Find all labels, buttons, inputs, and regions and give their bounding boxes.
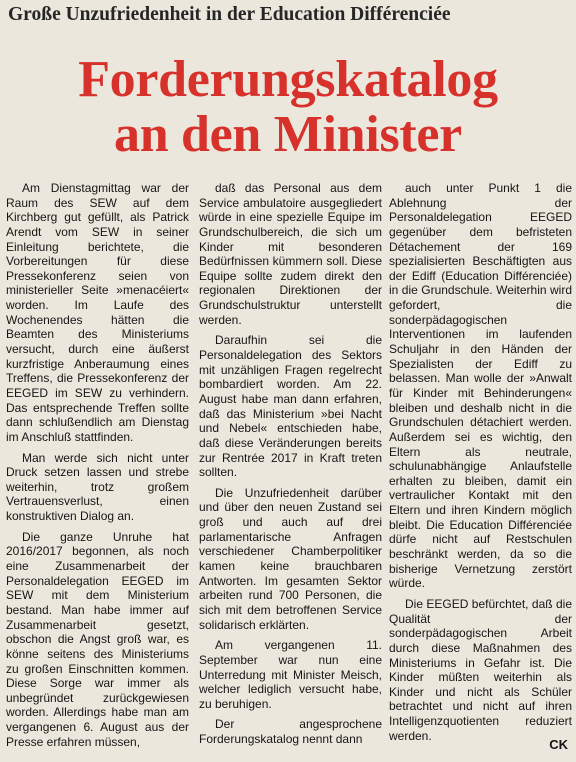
paragraph: Man werde sich nicht unter Druck setzen lassen und strebe weiterhin, trotz großem Vertrauensverlust, einen konstruktiven Dialog an. [6, 450, 189, 524]
article-column-2 [199, 181, 382, 753]
headline-line-1: Forderungskatalog [78, 51, 498, 108]
author-signature: CK [549, 737, 568, 752]
paragraph: Daraufhin sei die Personaldelegation des Sektors mit unzähligen Fragen regelrecht bombardiert worden. Am 22. August habe man dann erfahren, daß das Ministerium »bei Nacht und Nebel« entschieden habe, daß diese Veränderungen bereits zur Rentrée 2017 in Kraft treten sollten. [199, 333, 382, 480]
article-headline [0, 52, 576, 162]
article-column-1 [6, 181, 189, 755]
paragraph: Der angesprochene Forderungskatalog nennt dann [199, 717, 382, 747]
headline-line-2: an den Minister [114, 106, 462, 163]
article-column-3 [389, 181, 572, 749]
paragraph: Am Dienstagmittag war der Raum des SEW auf dem Kirchberg gut gefüllt, als Patrick Arendt vom SEW in seiner Einleitung berichtete, die Vorbereitungen für diese Pressekonferenz seien von ministerieller Seite »menacéiert« worden. Im Laufe des Wochenendes hätten die Beamten des Ministeriums versucht, durch eine äußerst kurzfristige Anberaumung eines Treffens, die Pressekonferenz der EEGED im SEW zu verhindern. Das entsprechende Treffen sollte dann schlußendlich am Dienstag im Anschluß stattfinden. [6, 181, 189, 444]
paragraph: auch unter Punkt 1 die Ablehnung der Personaldelegation EEGED gegenüber dem befristeten Détachement der 169 spezialisierten Beschäftigten aus der Ediff (Education Différenciée) in die Grundschule. Weiterhin wird gefordert, die sonderpädagogischen Interventionen im laufenden Schuljahr in den Händen der Spezialisten der Ediff zu belassen. Man wolle der »Anwalt für Kinder mit Behinderungen« bleiben und deshalb nicht in die Grundschulen détachiert werden. Außerdem sei es wichtig, den Eltern als neutrale, schulunabhängige Anlaufstelle erhalten zu bleiben, damit ein vertraulicher Kontakt mit den Eltern und ihren Kindern möglich bleibt. Die Education Différenciée dürfe nicht auf Restschulen beschränkt werden, da so die bisherige Vernetzung zerstört würde. [389, 181, 572, 591]
paragraph: Die Unzufriedenheit darüber und über den neuen Zustand sei groß und auch auf drei parlamentarische Anfragen verschiedener Chamberpolitiker kamen keine brauchbaren Antworten. Im gesamten Sektor arbeiten rund 700 Personen, die sich mit dem betroffenen Service solidarisch erklärten. [199, 485, 382, 632]
paragraph: Die ganze Unruhe hat 2016/2017 begonnen, als noch eine Zusammenarbeit der Personaldelegation EEGED im SEW mit dem Ministerium bestand. Man habe immer auf Zusammenarbeit gesetzt, obschon die Angst groß war, es könne seitens des Ministeriums zu großen Einschnitten kommen. Diese Sorge war immer als unbegründet zurückgewiesen worden. Allerdings habe man am vergangenen 6. August aus der Presse erfahren müssen, [6, 529, 189, 749]
paragraph: Am vergangenen 11. September war nun eine Unterredung mit Minister Meisch, welcher lediglich versucht habe, zu beruhigen. [199, 638, 382, 711]
paragraph: daß das Personal aus dem Service ambulatoire ausgegliedert würde in eine spezielle Equipe im Grundschulbereich, die sich um Kinder mit besonderen Bedürfnissen kümmern soll. Diese Equipe sollte zudem direkt den regionalen Direktionen der Grundschulstruktur unterstellt werden. [199, 181, 382, 327]
article-kicker: Große Unzufriedenheit in der Education Différenciée [8, 4, 451, 25]
paragraph: Die EEGED befürchtet, daß die Qualität der sonderpädagogischen Arbeit durch diese Maßnahmen des Ministeriums in Gefahr ist. Die Kinder müßten weiterhin als Kinder und nicht als Schüler betrachtet und nicht auf ihren Intelligenzquotienten reduziert werden. [389, 596, 572, 743]
